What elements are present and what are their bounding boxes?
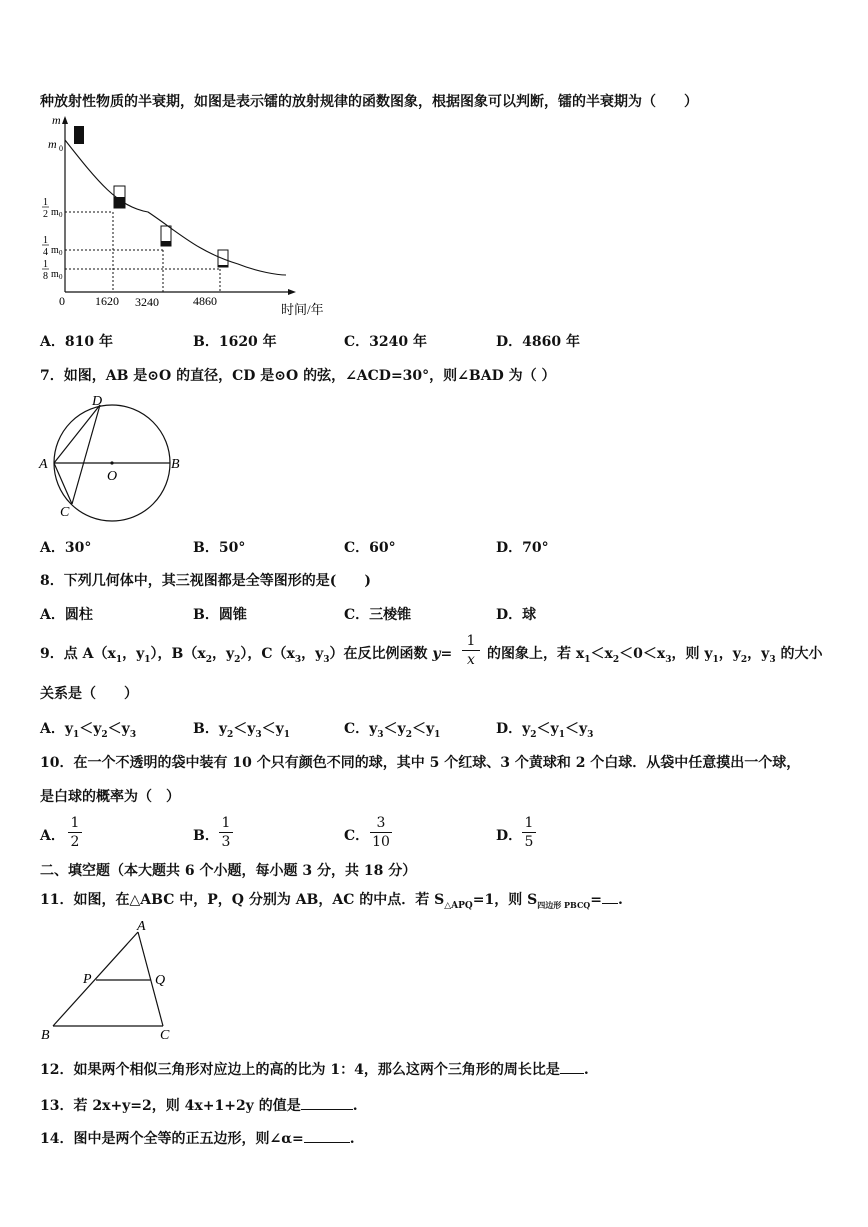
q14-stem: 14．图中是两个全等的正五边形，则∠α= . [40, 1131, 355, 1147]
q9-stem-line1: 9．点 $A(x_1$，$y_1$），$B(x_2$，$y_2$），$C(x_3$，$y_3$）在反比例函数 y= [40, 646, 453, 665]
q9-function-fraction: $\frac{1}{x}$ [462, 632, 480, 669]
svg-text:0: 0 [59, 144, 63, 153]
label-d: D [92, 394, 103, 409]
svg-text:1: 1 [43, 259, 48, 270]
q7-option-b[interactable]: B．50° [193, 540, 246, 556]
q8-option-b[interactable]: B．圆锥 [193, 607, 247, 623]
q7-option-a[interactable]: A．30° [40, 540, 92, 556]
svg-text:0: 0 [59, 211, 63, 219]
svg-text:m: m [51, 269, 59, 280]
tick-3240: 3240 [135, 295, 159, 309]
label-c: C [60, 505, 70, 520]
q11-stem: 11．如图，在△ABC 中，P，Q 分别为 AB，AC 的中点．若 $S_{\triangle APQ}=1$，则 $S_{四边形 PBCQ}=$ . [40, 892, 623, 911]
q7-option-d[interactable]: D．70° [496, 540, 549, 556]
m0-label: m [48, 137, 57, 151]
q8-option-a[interactable]: A．圆柱 [40, 607, 93, 623]
q10-option-c-letter[interactable]: C． [344, 828, 370, 844]
q8-option-d[interactable]: D．球 [496, 607, 537, 623]
q9-option-a[interactable]: A．$y_1<y_2<y_3$ [40, 721, 137, 740]
label-p: P [83, 972, 92, 987]
triangle-figure [36, 915, 186, 1045]
q10-option-b-letter[interactable]: B． [193, 828, 219, 844]
half-label [42, 197, 63, 220]
tick-1620: 1620 [95, 294, 119, 308]
q10-stem-line1: 10．在一个不透明的袋中装有 10 个只有颜色不同的球，其中 5 个红球、3 个黄球和 2 个白球．从袋中任意摸出一个球， [40, 755, 801, 771]
q9-stem-line2: 关系是（ ） [40, 686, 138, 702]
label-a: A [39, 457, 48, 472]
q6-option-b[interactable]: B．1620 年 [193, 334, 277, 350]
q10-option-b-fraction[interactable]: $\frac{1}{3}$ [219, 814, 233, 851]
circle-figure [38, 388, 188, 526]
q10-option-d-letter[interactable]: D． [496, 828, 523, 844]
q6-option-c[interactable]: C．3240 年 [344, 334, 427, 350]
label-b: B [41, 1028, 50, 1043]
tick-4860: 4860 [193, 294, 217, 308]
q10-option-d-fraction[interactable]: $\frac{1}{5}$ [522, 814, 536, 851]
q7-stem: 7．如图，AB 是⊙O 的直径，CD 是⊙O 的弦，∠ACD=30°，则∠BAD 为（ ） [40, 368, 556, 384]
q6-option-d[interactable]: D．4860 年 [496, 334, 580, 350]
q10-option-c-fraction[interactable]: $\frac{3}{10}$ [370, 814, 392, 851]
label-a: A [137, 919, 146, 934]
q9-stem-line1-end: 的图象上，若 $x_1<x_2<0<x_3$，则 $y_1$，$y_2$，$y_3$ 的大小 [487, 646, 823, 665]
q13-stem: 13．若 2x+y=2，则 4x+1+2y 的值是 . [40, 1098, 358, 1114]
label-q: Q [155, 973, 166, 988]
y-axis-label: m [52, 113, 61, 127]
x-axis-label: 时间/年 [281, 302, 324, 317]
q7-option-c[interactable]: C．60° [344, 540, 396, 556]
svg-text:m: m [51, 245, 59, 256]
svg-text:0: 0 [59, 249, 63, 257]
svg-text:1: 1 [43, 197, 48, 208]
svg-text:m: m [51, 207, 59, 218]
origin-label: 0 [59, 294, 65, 308]
q9-option-d[interactable]: D．$y_2<y_1<y_3$ [496, 721, 594, 740]
q12-stem: 12．如果两个相似三角形对应边上的高的比为 1：4，那么这两个三角形的周长比是 . [40, 1062, 589, 1078]
label-c: C [160, 1028, 170, 1043]
svg-text:0: 0 [59, 273, 63, 281]
q8-stem: 8．下列几何体中，其三视图都是全等图形的是( ) [40, 573, 371, 589]
svg-text:2: 2 [43, 209, 48, 220]
eighth-label [42, 259, 63, 282]
svg-text:8: 8 [43, 271, 48, 282]
q6-option-a[interactable]: A．810 年 [40, 334, 113, 350]
label-b: B [171, 457, 180, 472]
q9-option-c[interactable]: C．$y_3<y_2<y_1$ [344, 721, 441, 740]
container-full-icon [74, 126, 84, 144]
q10-option-a-letter[interactable]: A． [40, 828, 65, 844]
decay-graph [38, 112, 338, 324]
q6-stem: 种放射性物质的半衰期，如图是表示镭的放射规律的函数图象，根据图象可以判断，镭的半衰期为（ ） [40, 94, 698, 110]
q10-stem-line2: 是白球的概率为（ ） [40, 789, 180, 805]
q9-option-b[interactable]: B．$y_2<y_3<y_1$ [193, 721, 291, 740]
q8-option-c[interactable]: C．三棱锥 [344, 607, 412, 623]
q10-option-a-fraction[interactable]: $\frac{1}{2}$ [68, 814, 82, 851]
svg-text:1: 1 [43, 235, 48, 246]
label-o: O [107, 469, 118, 484]
section-2-heading: 二、填空题（本大题共 6 个小题，每小题 3 分，共 18 分） [40, 863, 417, 879]
svg-text:4: 4 [43, 247, 48, 258]
quarter-label [42, 235, 63, 258]
